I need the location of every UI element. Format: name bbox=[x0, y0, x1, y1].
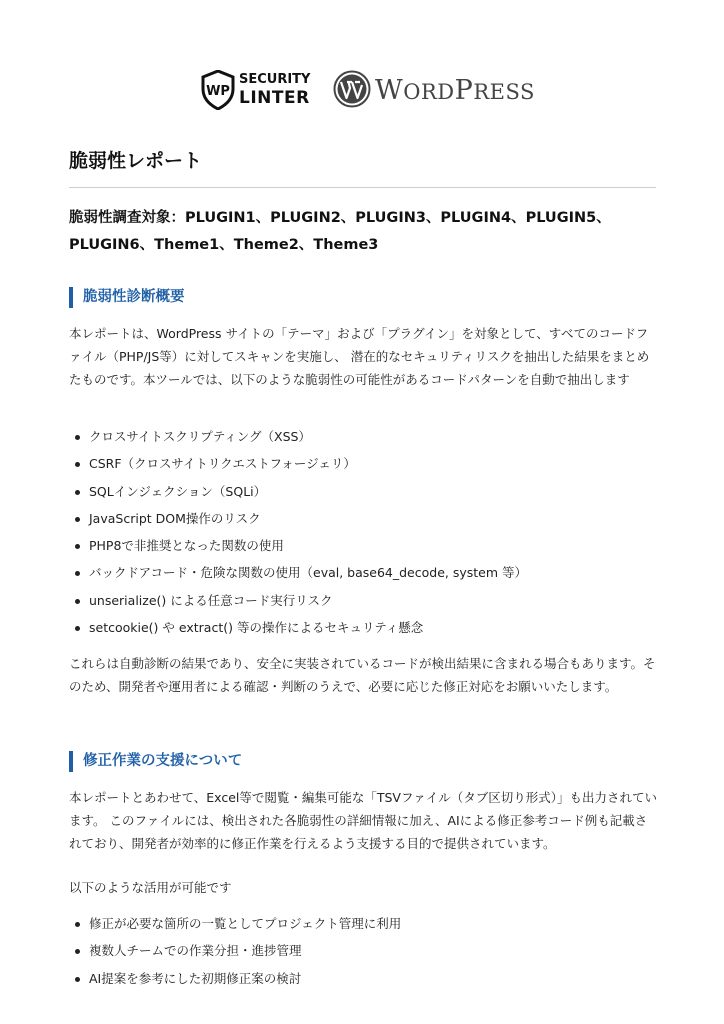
list-item: unserialize() による任意コード実行リスク bbox=[69, 587, 659, 614]
tsv-usage-list bbox=[69, 910, 659, 992]
section-heading-remediation-support: 修正作業の支援について bbox=[69, 751, 242, 772]
list-item: 複数人チームでの作業分担・進捗管理 bbox=[69, 937, 659, 964]
wp-security-linter-logo bbox=[201, 70, 311, 110]
logo-line-security: SECURITY bbox=[239, 72, 311, 87]
logo-line-linter: LINTER bbox=[239, 88, 310, 108]
list-item: クロスサイトスクリプティング（XSS） bbox=[69, 423, 659, 450]
shield-icon bbox=[201, 70, 235, 110]
list-item: PHP8で非推奨となった関数の使用 bbox=[69, 532, 659, 559]
list-item: バックドアコード・危険な関数の使用（eval, base64_decode, system 等） bbox=[69, 559, 659, 586]
list-item: JavaScript DOM操作のリスク bbox=[69, 505, 659, 532]
scan-target-list: 脆弱性調査対象：PLUGIN1、PLUGIN2、PLUGIN3、PLUGIN4、PLUGIN5、PLUGIN6、Theme1、Theme2、Theme3 bbox=[69, 210, 611, 253]
title-divider bbox=[69, 187, 656, 188]
wordpress-logo bbox=[333, 70, 533, 110]
logo-bar bbox=[0, 70, 724, 110]
list-item: setcookie() や extract() 等の操作によるセキュリティ懸念 bbox=[69, 614, 659, 641]
remediation-intro-paragraph: 本レポートとあわせて、Excel等で閲覧・編集可能な「TSVファイル（タブ区切り形式）」も出力されています。 このファイルには、検出された各脆弱性の詳細情報に加え、AIによる修正参考コード例も記載されており、開発者が効率的に修正作業を行えるよう支援する目的で提供されています。 bbox=[69, 790, 657, 851]
wordmark-part-ress: RESS bbox=[473, 80, 535, 104]
wordmark-cap-p: P bbox=[454, 75, 474, 106]
list-item: AI提案を参考にした初期修正案の検討 bbox=[69, 965, 659, 992]
vulnerability-type-list bbox=[69, 423, 659, 641]
list-item: CSRF（クロスサイトリクエストフォージェリ） bbox=[69, 450, 659, 477]
wordmark-cap-w: W bbox=[375, 75, 404, 106]
overview-disclaimer-paragraph: これらは自動診断の結果であり、安全に実装されているコードが検出結果に含まれる場合もあります。そのため、開発者や運用者による確認・判断のうえで、必要に応じた修正対応をお願いいたします。 bbox=[69, 656, 656, 694]
section-heading-overview: 脆弱性診断概要 bbox=[69, 287, 185, 308]
wordmark-part-ord: ORD bbox=[403, 80, 455, 104]
wordpress-icon bbox=[333, 70, 371, 108]
list-item: 修正が必要な箇所の一覧としてプロジェクト管理に利用 bbox=[69, 910, 659, 937]
remediation-lead-text: 以下のような活用が可能です bbox=[69, 880, 232, 895]
report-title: 脆弱性レポート bbox=[69, 150, 203, 172]
list-item: SQLインジェクション（SQLi） bbox=[69, 478, 659, 505]
overview-intro-paragraph: 本レポートは、WordPress サイトの「テーマ」および「プラグイン」を対象として、すべてのコードファイル（PHP/JS等）に対してスキャンを実施し、 潜在的なセキュリティリスクを抽出した結果をまとめたものです。本ツールでは、以下のような脆弱性の可能性があるコードパターンを自動で抽出します bbox=[69, 326, 650, 387]
wordpress-wordmark bbox=[375, 75, 535, 106]
shield-badge-text: WP bbox=[206, 84, 230, 99]
wp-security-linter-wordmark bbox=[239, 72, 310, 106]
